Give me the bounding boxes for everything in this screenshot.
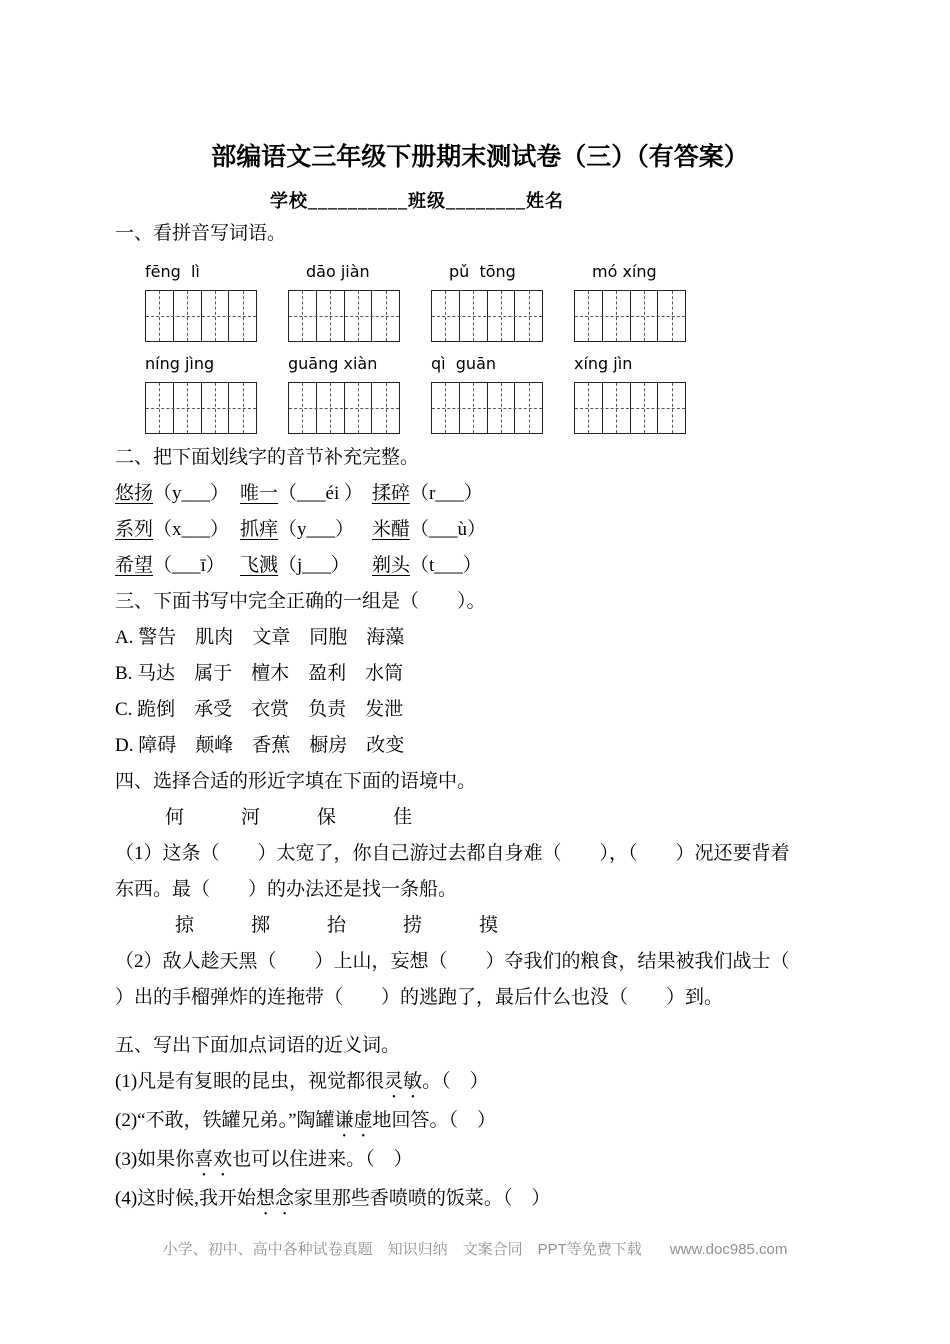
page-footer <box>0 1238 950 1259</box>
grid-cell <box>174 383 202 433</box>
pinyin-label: guāng xiàn <box>288 354 378 373</box>
section-1-heading: 一、看拼音写词语。 <box>115 223 287 244</box>
syllable-word: 唯一 <box>240 483 279 504</box>
syllable-item <box>372 476 483 512</box>
option-line-c: C. 跪倒 承受 衣赏 负责 发泄 <box>115 699 404 720</box>
syllable-item <box>115 512 240 548</box>
word-bank-1: 何 河 保 佳 <box>165 807 413 828</box>
passage-2-line-2: ）出的手榴弹炸的连拖带（ ）的逃跑了，最后什么也没（ ）到。 <box>115 987 724 1008</box>
word-bank-2: 掠 掷 抬 捞 摸 <box>175 915 499 936</box>
pinyin-label: dāo jiàn <box>306 262 370 281</box>
grid-cell <box>488 383 516 433</box>
grid-cell <box>432 291 460 341</box>
syllable-word: 系列 <box>115 519 154 540</box>
pinyin-label: pǔ tōng <box>449 262 516 281</box>
synonym-item <box>115 1064 845 1103</box>
syllable-word: 剃头 <box>372 555 411 576</box>
grid-cell <box>575 291 603 341</box>
grid-cell <box>460 383 488 433</box>
syllable-word: 揉碎 <box>372 483 411 504</box>
writing-grid <box>574 290 686 342</box>
passage-2-line-1: （2）敌人趁天黑（ ）上山，妄想（ ）夺我们的粮食，结果被我们战士（ <box>115 951 790 972</box>
synonym-item-pre: (4)这时候,我开始 <box>115 1188 256 1209</box>
writing-grid <box>431 382 543 434</box>
passage-1-line-1: （1）这条（ ）太宽了，你自己游过去都自身难（ ），（ ）况还要背着 <box>115 843 790 864</box>
synonym-item-post: 地回答。（ ） <box>372 1110 497 1131</box>
syllable-blank: （___ī） <box>153 555 225 576</box>
syllable-blank: （y___） <box>153 483 230 504</box>
syllable-word: 悠扬 <box>115 483 154 504</box>
writing-grid <box>574 382 686 434</box>
syllable-item <box>372 548 482 584</box>
syllable-row <box>115 512 845 548</box>
grid-cell <box>317 383 345 433</box>
section-3-heading: 三、下面书写中完全正确的一组是（ ）。 <box>115 591 486 612</box>
syllable-word: 抓痒 <box>240 519 279 540</box>
synonym-item-pre: (3)如果你 <box>115 1149 195 1170</box>
writing-grid <box>145 290 257 342</box>
grid-cell <box>289 291 317 341</box>
school-class-name-line: 学校__________班级________姓名 <box>270 191 564 211</box>
synonym-item-emphasized: 谦虚 <box>334 1110 373 1131</box>
option-line-d: D. 障碍 颠峰 香蕉 橱房 改变 <box>115 735 405 756</box>
syllable-item <box>372 512 486 548</box>
writing-grid <box>145 382 257 434</box>
pinyin-label: mó xíng <box>592 262 657 281</box>
syllable-item <box>115 476 240 512</box>
pinyin-label: níng jìng <box>145 354 215 373</box>
pinyin-row-1 <box>145 260 845 284</box>
synonym-item-post: 也可以住进来。（ ） <box>232 1149 413 1170</box>
section-4-heading: 四、选择合适的形近字填在下面的语境中。 <box>115 771 477 792</box>
synonym-item-emphasized: 灵敏 <box>384 1071 423 1092</box>
syllable-blank: （___éi ） <box>278 483 363 504</box>
syllable-blank: （j___） <box>278 555 350 576</box>
passage-1-line-2: 东西。最（ ）的办法还是找一条船。 <box>115 879 458 900</box>
grid-cell <box>202 383 230 433</box>
grid-cell <box>658 383 685 433</box>
writing-grid-row-1 <box>145 290 845 342</box>
grid-cell <box>658 291 685 341</box>
option-line-a: A. 警告 肌肉 文章 同胞 海藻 <box>115 627 405 648</box>
syllable-word: 飞溅 <box>240 555 279 576</box>
page-title: 部编语文三年级下册期末测试卷（三）（有答案） <box>211 143 749 171</box>
grid-cell <box>515 383 542 433</box>
pinyin-label: xíng jìn <box>574 354 633 373</box>
grid-cell <box>289 383 317 433</box>
grid-cell <box>515 291 542 341</box>
syllable-blank: （t___） <box>410 555 482 576</box>
grid-cell <box>603 291 631 341</box>
writing-grid <box>431 290 543 342</box>
grid-cell <box>575 383 603 433</box>
section-2-heading: 二、把下面划线字的音节补充完整。 <box>115 447 420 468</box>
synonym-item-post: 。（ ） <box>422 1071 489 1092</box>
pinyin-label: qì guān <box>431 354 497 373</box>
syllable-item <box>115 548 240 584</box>
grid-cell <box>229 383 256 433</box>
syllable-item <box>240 476 372 512</box>
grid-cell <box>146 291 174 341</box>
synonym-item-pre: (1)凡是有复眼的昆虫，视觉都很 <box>115 1071 385 1092</box>
grid-cell <box>631 291 659 341</box>
syllable-blank: （x___） <box>153 519 230 540</box>
grid-cell <box>174 291 202 341</box>
synonym-item-emphasized: 喜欢 <box>194 1149 233 1170</box>
syllable-item <box>240 512 372 548</box>
section-5-heading: 五、写出下面加点词语的近义词。 <box>115 1035 401 1056</box>
syllable-row <box>115 476 845 512</box>
syllable-blank: （y___） <box>278 519 355 540</box>
grid-cell <box>345 291 373 341</box>
pinyin-label: fēng lì <box>145 262 200 281</box>
synonym-item <box>115 1181 845 1220</box>
synonym-item-emphasized: 想念 <box>255 1188 294 1209</box>
syllable-word: 米醋 <box>372 519 411 540</box>
syllable-blank: （r___） <box>410 483 483 504</box>
synonym-item <box>115 1142 845 1181</box>
grid-cell <box>603 383 631 433</box>
syllable-row <box>115 548 845 584</box>
grid-cell <box>372 383 399 433</box>
syllable-word: 希望 <box>115 555 154 576</box>
grid-cell <box>372 291 399 341</box>
syllable-blank: （___ù） <box>410 519 487 540</box>
grid-cell <box>631 383 659 433</box>
writing-grid-row-2 <box>145 382 845 434</box>
pinyin-row-2 <box>145 352 845 376</box>
writing-grid <box>288 382 400 434</box>
synonym-item-post: 家里那些香喷喷的饭菜。（ ） <box>293 1188 551 1209</box>
footer-text: 小学、初中、高中各种试卷真题 知识归纳 文案合同 PPT等免费下载 <box>162 1241 642 1258</box>
grid-cell <box>460 291 488 341</box>
grid-cell <box>317 291 345 341</box>
option-line-b: B. 马达 属于 檀木 盈利 水筒 <box>115 663 404 684</box>
synonym-item <box>115 1103 845 1142</box>
footer-url[interactable]: www.doc985.com <box>669 1241 788 1258</box>
synonym-item-pre: (2)“不敢，铁罐兄弟。”陶罐 <box>115 1110 335 1131</box>
writing-grid <box>288 290 400 342</box>
syllable-item <box>240 548 372 584</box>
grid-cell <box>432 383 460 433</box>
grid-cell <box>345 383 373 433</box>
grid-cell <box>229 291 256 341</box>
grid-cell <box>202 291 230 341</box>
grid-cell <box>488 291 516 341</box>
grid-cell <box>146 383 174 433</box>
